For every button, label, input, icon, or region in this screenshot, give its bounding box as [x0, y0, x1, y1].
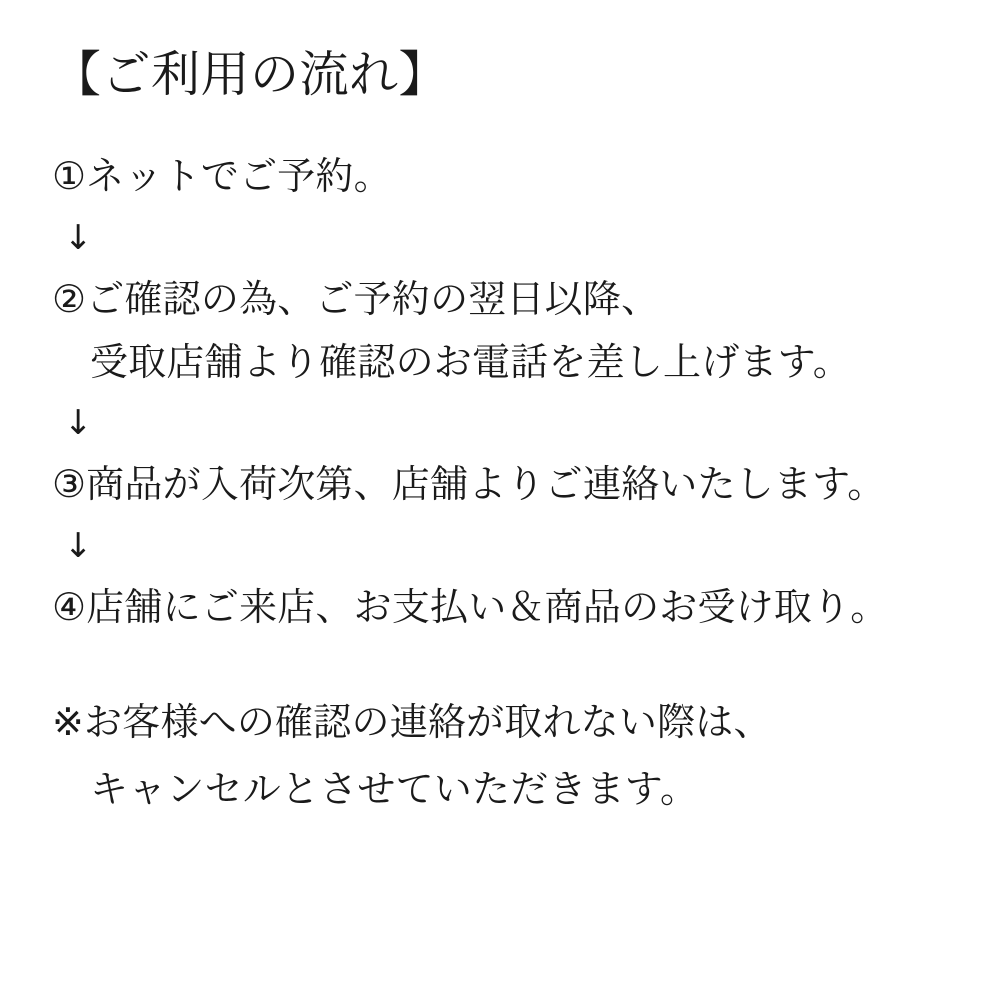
step-1-text: ①ネットでご予約。 — [52, 153, 392, 198]
note-text-continued: キャンセルとさせていただきます。 — [90, 766, 699, 811]
step-4-text: ④店舗にご来店、お支払い＆商品のお受け取り。 — [52, 585, 889, 630]
note-text: ※お客様への確認の連絡が取れない際は、 — [52, 700, 772, 745]
step-item-4 — [52, 585, 960, 630]
step-item-1 — [52, 154, 960, 199]
step-item-3 — [52, 462, 960, 507]
flow-arrow-3: ↓ — [64, 526, 93, 567]
page-title: 【ご利用の流れ】 — [52, 46, 449, 103]
note-section — [52, 700, 960, 812]
step-2-text-continued: 受取店舗より確認のお電話を差し上げます。 — [90, 339, 851, 384]
flow-arrow-1: ↓ — [64, 217, 93, 258]
step-item-2 — [52, 277, 960, 385]
step-3-text: ③商品が入荷次第、店舗よりご連絡いたします。 — [52, 462, 886, 507]
flow-arrow-2: ↓ — [64, 403, 93, 444]
step-2-text: ②ご確認の為、ご予約の翌日以降、 — [52, 276, 660, 321]
